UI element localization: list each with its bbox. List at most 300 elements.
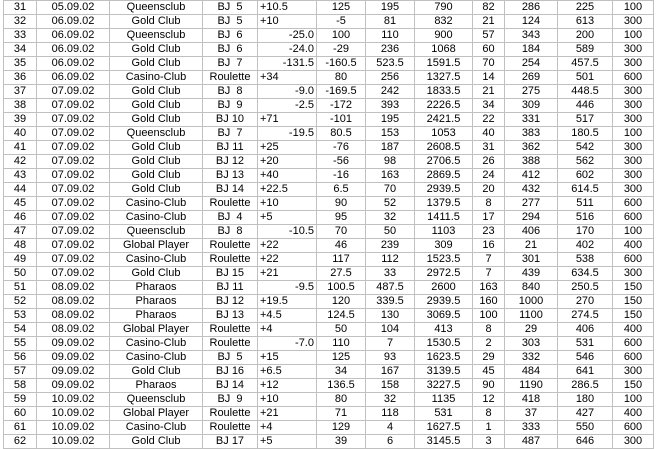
date-cell: 07.09.02	[37, 225, 110, 239]
date-cell: 10.09.02	[37, 407, 110, 421]
value-5-cell: 412	[505, 169, 558, 183]
table-row	[4, 225, 654, 239]
value-7-cell: 150	[613, 379, 654, 393]
table-row	[4, 407, 654, 421]
value-3-cell: 2608.5	[415, 141, 473, 155]
casino-cell: Queensclub	[110, 127, 203, 141]
value-4-cell: 70	[473, 57, 505, 71]
value-7-cell: 300	[613, 99, 654, 113]
value-5-cell: 254	[505, 57, 558, 71]
value-6-cell: 646	[558, 435, 613, 449]
value-4-cell: 31	[473, 141, 505, 155]
date-cell: 07.09.02	[37, 183, 110, 197]
casino-cell: Gold Club	[110, 267, 203, 281]
casino-cell: Gold Club	[110, 15, 203, 29]
value-2-cell: 98	[366, 155, 415, 169]
casino-cell: Casino-Club	[110, 253, 203, 267]
table-row	[4, 295, 654, 309]
value-7-cell: 400	[613, 239, 654, 253]
result-cell: +12	[258, 379, 317, 393]
row-number-cell: 39	[4, 113, 37, 127]
date-cell: 08.09.02	[37, 323, 110, 337]
game-cell: Roulette	[203, 407, 258, 421]
result-cell: +6.5	[258, 365, 317, 379]
table-row	[4, 365, 654, 379]
casino-cell: Casino-Club	[110, 197, 203, 211]
result-cell: +19.5	[258, 295, 317, 309]
value-6-cell: 427	[558, 407, 613, 421]
value-4-cell: 60	[473, 43, 505, 57]
result-cell: -9.0	[258, 85, 317, 99]
date-cell: 09.09.02	[37, 337, 110, 351]
value-3-cell: 1327.5	[415, 71, 473, 85]
value-2-cell: 81	[366, 15, 415, 29]
casino-cell: Gold Club	[110, 183, 203, 197]
row-number-cell: 60	[4, 407, 37, 421]
value-6-cell: 200	[558, 29, 613, 43]
date-cell: 06.09.02	[37, 29, 110, 43]
row-number-cell: 52	[4, 295, 37, 309]
value-6-cell: 286.5	[558, 379, 613, 393]
value-1-cell: -172	[317, 99, 366, 113]
date-cell: 07.09.02	[37, 197, 110, 211]
value-2-cell: 187	[366, 141, 415, 155]
log-table-body	[4, 1, 654, 449]
row-number-cell: 34	[4, 43, 37, 57]
value-7-cell: 150	[613, 309, 654, 323]
table-row	[4, 253, 654, 267]
result-cell: +22	[258, 253, 317, 267]
row-number-cell: 33	[4, 29, 37, 43]
value-5-cell: 333	[505, 421, 558, 435]
value-5-cell: 29	[505, 323, 558, 337]
value-7-cell: 300	[613, 15, 654, 29]
value-4-cell: 24	[473, 169, 505, 183]
result-cell: +25	[258, 141, 317, 155]
value-4-cell: 100	[473, 309, 505, 323]
value-6-cell: 517	[558, 113, 613, 127]
value-6-cell: 170	[558, 225, 613, 239]
value-6-cell: 614.5	[558, 183, 613, 197]
value-7-cell: 150	[613, 281, 654, 295]
value-7-cell: 300	[613, 85, 654, 99]
result-cell: +10	[258, 393, 317, 407]
value-2-cell: 110	[366, 29, 415, 43]
value-1-cell: 129	[317, 421, 366, 435]
value-5-cell: 487	[505, 435, 558, 449]
table-row	[4, 155, 654, 169]
table-row	[4, 15, 654, 29]
result-cell: -10.5	[258, 225, 317, 239]
casino-cell: Casino-Club	[110, 421, 203, 435]
table-row	[4, 393, 654, 407]
date-cell: 08.09.02	[37, 281, 110, 295]
value-3-cell: 413	[415, 323, 473, 337]
value-2-cell: 4	[366, 421, 415, 435]
result-cell: -9.5	[258, 281, 317, 295]
value-7-cell: 300	[613, 141, 654, 155]
date-cell: 08.09.02	[37, 295, 110, 309]
value-1-cell: 80	[317, 393, 366, 407]
value-4-cell: 21	[473, 85, 505, 99]
date-cell: 07.09.02	[37, 155, 110, 169]
casino-cell: Queensclub	[110, 393, 203, 407]
row-number-cell: 61	[4, 421, 37, 435]
result-cell: +15	[258, 351, 317, 365]
value-4-cell: 17	[473, 211, 505, 225]
value-2-cell: 6	[366, 435, 415, 449]
date-cell: 07.09.02	[37, 85, 110, 99]
casino-cell: Global Player	[110, 239, 203, 253]
row-number-cell: 44	[4, 183, 37, 197]
casino-cell: Gold Club	[110, 113, 203, 127]
row-number-cell: 45	[4, 197, 37, 211]
game-cell: BJ 11	[203, 141, 258, 155]
row-number-cell: 35	[4, 57, 37, 71]
game-cell: BJ 5	[203, 15, 258, 29]
result-cell: +10	[258, 197, 317, 211]
value-5-cell: 332	[505, 351, 558, 365]
game-cell: Roulette	[203, 253, 258, 267]
value-1-cell: -101	[317, 113, 366, 127]
value-5-cell: 1000	[505, 295, 558, 309]
value-3-cell: 309	[415, 239, 473, 253]
value-7-cell: 600	[613, 351, 654, 365]
table-row	[4, 309, 654, 323]
result-cell: -24.0	[258, 43, 317, 57]
game-cell: Roulette	[203, 239, 258, 253]
value-5-cell: 277	[505, 197, 558, 211]
value-3-cell: 3227.5	[415, 379, 473, 393]
value-3-cell: 1053	[415, 127, 473, 141]
game-cell: BJ 10	[203, 113, 258, 127]
result-cell: +40	[258, 169, 317, 183]
value-2-cell: 195	[366, 113, 415, 127]
value-5-cell: 294	[505, 211, 558, 225]
game-cell: BJ 13	[203, 169, 258, 183]
value-1-cell: 90	[317, 197, 366, 211]
result-cell: +4.5	[258, 309, 317, 323]
row-number-cell: 51	[4, 281, 37, 295]
date-cell: 10.09.02	[37, 435, 110, 449]
casino-cell: Global Player	[110, 407, 203, 421]
result-cell: -131.5	[258, 57, 317, 71]
game-cell: BJ 9	[203, 99, 258, 113]
table-row	[4, 435, 654, 449]
value-6-cell: 550	[558, 421, 613, 435]
value-5-cell: 275	[505, 85, 558, 99]
value-7-cell: 300	[613, 113, 654, 127]
value-7-cell: 600	[613, 71, 654, 85]
value-3-cell: 1623.5	[415, 351, 473, 365]
value-3-cell: 3069.5	[415, 309, 473, 323]
casino-cell: Queensclub	[110, 1, 203, 15]
casino-cell: Gold Club	[110, 365, 203, 379]
game-cell: Roulette	[203, 421, 258, 435]
value-4-cell: 90	[473, 379, 505, 393]
table-row	[4, 141, 654, 155]
result-cell: +71	[258, 113, 317, 127]
value-3-cell: 2972.5	[415, 267, 473, 281]
value-3-cell: 2939.5	[415, 183, 473, 197]
casino-cell: Gold Club	[110, 141, 203, 155]
value-3-cell: 2939.5	[415, 295, 473, 309]
value-4-cell: 7	[473, 267, 505, 281]
result-cell: +22.5	[258, 183, 317, 197]
date-cell: 07.09.02	[37, 211, 110, 225]
game-cell: Roulette	[203, 337, 258, 351]
date-cell: 09.09.02	[37, 365, 110, 379]
value-7-cell: 150	[613, 295, 654, 309]
value-1-cell: -16	[317, 169, 366, 183]
casino-cell: Queensclub	[110, 225, 203, 239]
value-7-cell: 100	[613, 29, 654, 43]
value-2-cell: 52	[366, 197, 415, 211]
row-number-cell: 48	[4, 239, 37, 253]
row-number-cell: 43	[4, 169, 37, 183]
value-5-cell: 184	[505, 43, 558, 57]
table-row	[4, 323, 654, 337]
row-number-cell: 38	[4, 99, 37, 113]
table-row	[4, 113, 654, 127]
row-number-cell: 53	[4, 309, 37, 323]
value-2-cell: 393	[366, 99, 415, 113]
date-cell: 06.09.02	[37, 71, 110, 85]
value-3-cell: 1530.5	[415, 337, 473, 351]
value-4-cell: 45	[473, 365, 505, 379]
value-6-cell: 274.5	[558, 309, 613, 323]
value-2-cell: 167	[366, 365, 415, 379]
game-cell: BJ 5	[203, 351, 258, 365]
value-2-cell: 93	[366, 351, 415, 365]
result-cell: +10	[258, 15, 317, 29]
value-2-cell: 50	[366, 225, 415, 239]
value-1-cell: 50	[317, 323, 366, 337]
value-1-cell: 117	[317, 253, 366, 267]
value-7-cell: 300	[613, 365, 654, 379]
value-1-cell: -5	[317, 15, 366, 29]
value-7-cell: 300	[613, 267, 654, 281]
value-4-cell: 3	[473, 435, 505, 449]
value-6-cell: 402	[558, 239, 613, 253]
row-number-cell: 58	[4, 379, 37, 393]
date-cell: 07.09.02	[37, 113, 110, 127]
value-1-cell: 27.5	[317, 267, 366, 281]
value-1-cell: 125	[317, 1, 366, 15]
value-1-cell: 100.5	[317, 281, 366, 295]
value-1-cell: 70	[317, 225, 366, 239]
casino-cell: Gold Club	[110, 85, 203, 99]
row-number-cell: 40	[4, 127, 37, 141]
row-number-cell: 41	[4, 141, 37, 155]
game-cell: BJ 11	[203, 281, 258, 295]
value-2-cell: 118	[366, 407, 415, 421]
value-1-cell: 120	[317, 295, 366, 309]
table-row	[4, 169, 654, 183]
value-7-cell: 400	[613, 323, 654, 337]
value-6-cell: 250.5	[558, 281, 613, 295]
value-1-cell: 39	[317, 435, 366, 449]
value-2-cell: 33	[366, 267, 415, 281]
result-cell: +21	[258, 407, 317, 421]
value-4-cell: 8	[473, 323, 505, 337]
game-cell: BJ 5	[203, 1, 258, 15]
casino-cell: Gold Club	[110, 43, 203, 57]
value-5-cell: 1190	[505, 379, 558, 393]
value-3-cell: 900	[415, 29, 473, 43]
casino-cell: Pharaos	[110, 309, 203, 323]
date-cell: 10.09.02	[37, 421, 110, 435]
value-5-cell: 439	[505, 267, 558, 281]
row-number-cell: 54	[4, 323, 37, 337]
game-cell: BJ 14	[203, 183, 258, 197]
value-3-cell: 1591.5	[415, 57, 473, 71]
value-6-cell: 446	[558, 99, 613, 113]
game-cell: BJ 12	[203, 155, 258, 169]
casino-cell: Gold Club	[110, 57, 203, 71]
value-6-cell: 613	[558, 15, 613, 29]
value-5-cell: 383	[505, 127, 558, 141]
value-2-cell: 32	[366, 211, 415, 225]
casino-cell: Gold Club	[110, 169, 203, 183]
value-5-cell: 21	[505, 239, 558, 253]
value-1-cell: 136.5	[317, 379, 366, 393]
value-6-cell: 562	[558, 155, 613, 169]
casino-cell: Pharaos	[110, 295, 203, 309]
table-row	[4, 197, 654, 211]
value-3-cell: 1379.5	[415, 197, 473, 211]
table-row	[4, 43, 654, 57]
value-7-cell: 300	[613, 43, 654, 57]
value-7-cell: 600	[613, 421, 654, 435]
table-row	[4, 1, 654, 15]
value-6-cell: 501	[558, 71, 613, 85]
date-cell: 10.09.02	[37, 393, 110, 407]
value-4-cell: 26	[473, 155, 505, 169]
value-6-cell: 457.5	[558, 57, 613, 71]
value-1-cell: 100	[317, 29, 366, 43]
value-3-cell: 1103	[415, 225, 473, 239]
value-3-cell: 2421.5	[415, 113, 473, 127]
value-3-cell: 1833.5	[415, 85, 473, 99]
table-row	[4, 127, 654, 141]
value-5-cell: 418	[505, 393, 558, 407]
row-number-cell: 57	[4, 365, 37, 379]
date-cell: 07.09.02	[37, 99, 110, 113]
value-2-cell: 239	[366, 239, 415, 253]
table-row	[4, 281, 654, 295]
value-2-cell: 104	[366, 323, 415, 337]
value-1-cell: -169.5	[317, 85, 366, 99]
value-7-cell: 300	[613, 169, 654, 183]
result-cell: +4	[258, 421, 317, 435]
value-4-cell: 34	[473, 99, 505, 113]
value-5-cell: 406	[505, 225, 558, 239]
value-4-cell: 21	[473, 15, 505, 29]
date-cell: 07.09.02	[37, 253, 110, 267]
row-number-cell: 37	[4, 85, 37, 99]
row-number-cell: 32	[4, 15, 37, 29]
casino-cell: Gold Club	[110, 99, 203, 113]
value-6-cell: 538	[558, 253, 613, 267]
value-7-cell: 300	[613, 155, 654, 169]
game-cell: Roulette	[203, 323, 258, 337]
value-3-cell: 1523.5	[415, 253, 473, 267]
value-7-cell: 100	[613, 127, 654, 141]
value-1-cell: 124.5	[317, 309, 366, 323]
value-5-cell: 309	[505, 99, 558, 113]
casino-cell: Global Player	[110, 323, 203, 337]
value-1-cell: -76	[317, 141, 366, 155]
table-row	[4, 99, 654, 113]
value-5-cell: 388	[505, 155, 558, 169]
value-3-cell: 1135	[415, 393, 473, 407]
value-1-cell: 71	[317, 407, 366, 421]
value-3-cell: 790	[415, 1, 473, 15]
date-cell: 07.09.02	[37, 239, 110, 253]
result-cell: +21	[258, 267, 317, 281]
value-1-cell: 80	[317, 71, 366, 85]
game-cell: BJ 15	[203, 267, 258, 281]
value-3-cell: 2226.5	[415, 99, 473, 113]
date-cell: 07.09.02	[37, 267, 110, 281]
row-number-cell: 47	[4, 225, 37, 239]
value-5-cell: 1100	[505, 309, 558, 323]
casino-cell: Gold Club	[110, 155, 203, 169]
row-number-cell: 55	[4, 337, 37, 351]
value-1-cell: 6.5	[317, 183, 366, 197]
value-4-cell: 7	[473, 253, 505, 267]
casino-cell: Casino-Club	[110, 71, 203, 85]
value-2-cell: 112	[366, 253, 415, 267]
value-5-cell: 303	[505, 337, 558, 351]
value-4-cell: 8	[473, 197, 505, 211]
value-1-cell: 95	[317, 211, 366, 225]
row-number-cell: 62	[4, 435, 37, 449]
value-7-cell: 100	[613, 225, 654, 239]
result-cell: +20	[258, 155, 317, 169]
date-cell: 07.09.02	[37, 141, 110, 155]
value-2-cell: 153	[366, 127, 415, 141]
value-7-cell: 600	[613, 253, 654, 267]
value-3-cell: 832	[415, 15, 473, 29]
value-2-cell: 163	[366, 169, 415, 183]
value-5-cell: 37	[505, 407, 558, 421]
value-5-cell: 269	[505, 71, 558, 85]
value-3-cell: 1068	[415, 43, 473, 57]
value-6-cell: 546	[558, 351, 613, 365]
value-1-cell: 125	[317, 351, 366, 365]
value-4-cell: 57	[473, 29, 505, 43]
value-2-cell: 339.5	[366, 295, 415, 309]
value-2-cell: 7	[366, 337, 415, 351]
row-number-cell: 36	[4, 71, 37, 85]
gambling-log-table	[3, 0, 654, 449]
date-cell: 09.09.02	[37, 351, 110, 365]
value-6-cell: 542	[558, 141, 613, 155]
game-cell: BJ 7	[203, 127, 258, 141]
value-6-cell: 406	[558, 323, 613, 337]
value-6-cell: 180.5	[558, 127, 613, 141]
value-6-cell: 225	[558, 1, 613, 15]
row-number-cell: 56	[4, 351, 37, 365]
casino-cell: Queensclub	[110, 29, 203, 43]
value-2-cell: 158	[366, 379, 415, 393]
table-row	[4, 183, 654, 197]
result-cell: +22	[258, 239, 317, 253]
row-number-cell: 46	[4, 211, 37, 225]
table-row	[4, 85, 654, 99]
